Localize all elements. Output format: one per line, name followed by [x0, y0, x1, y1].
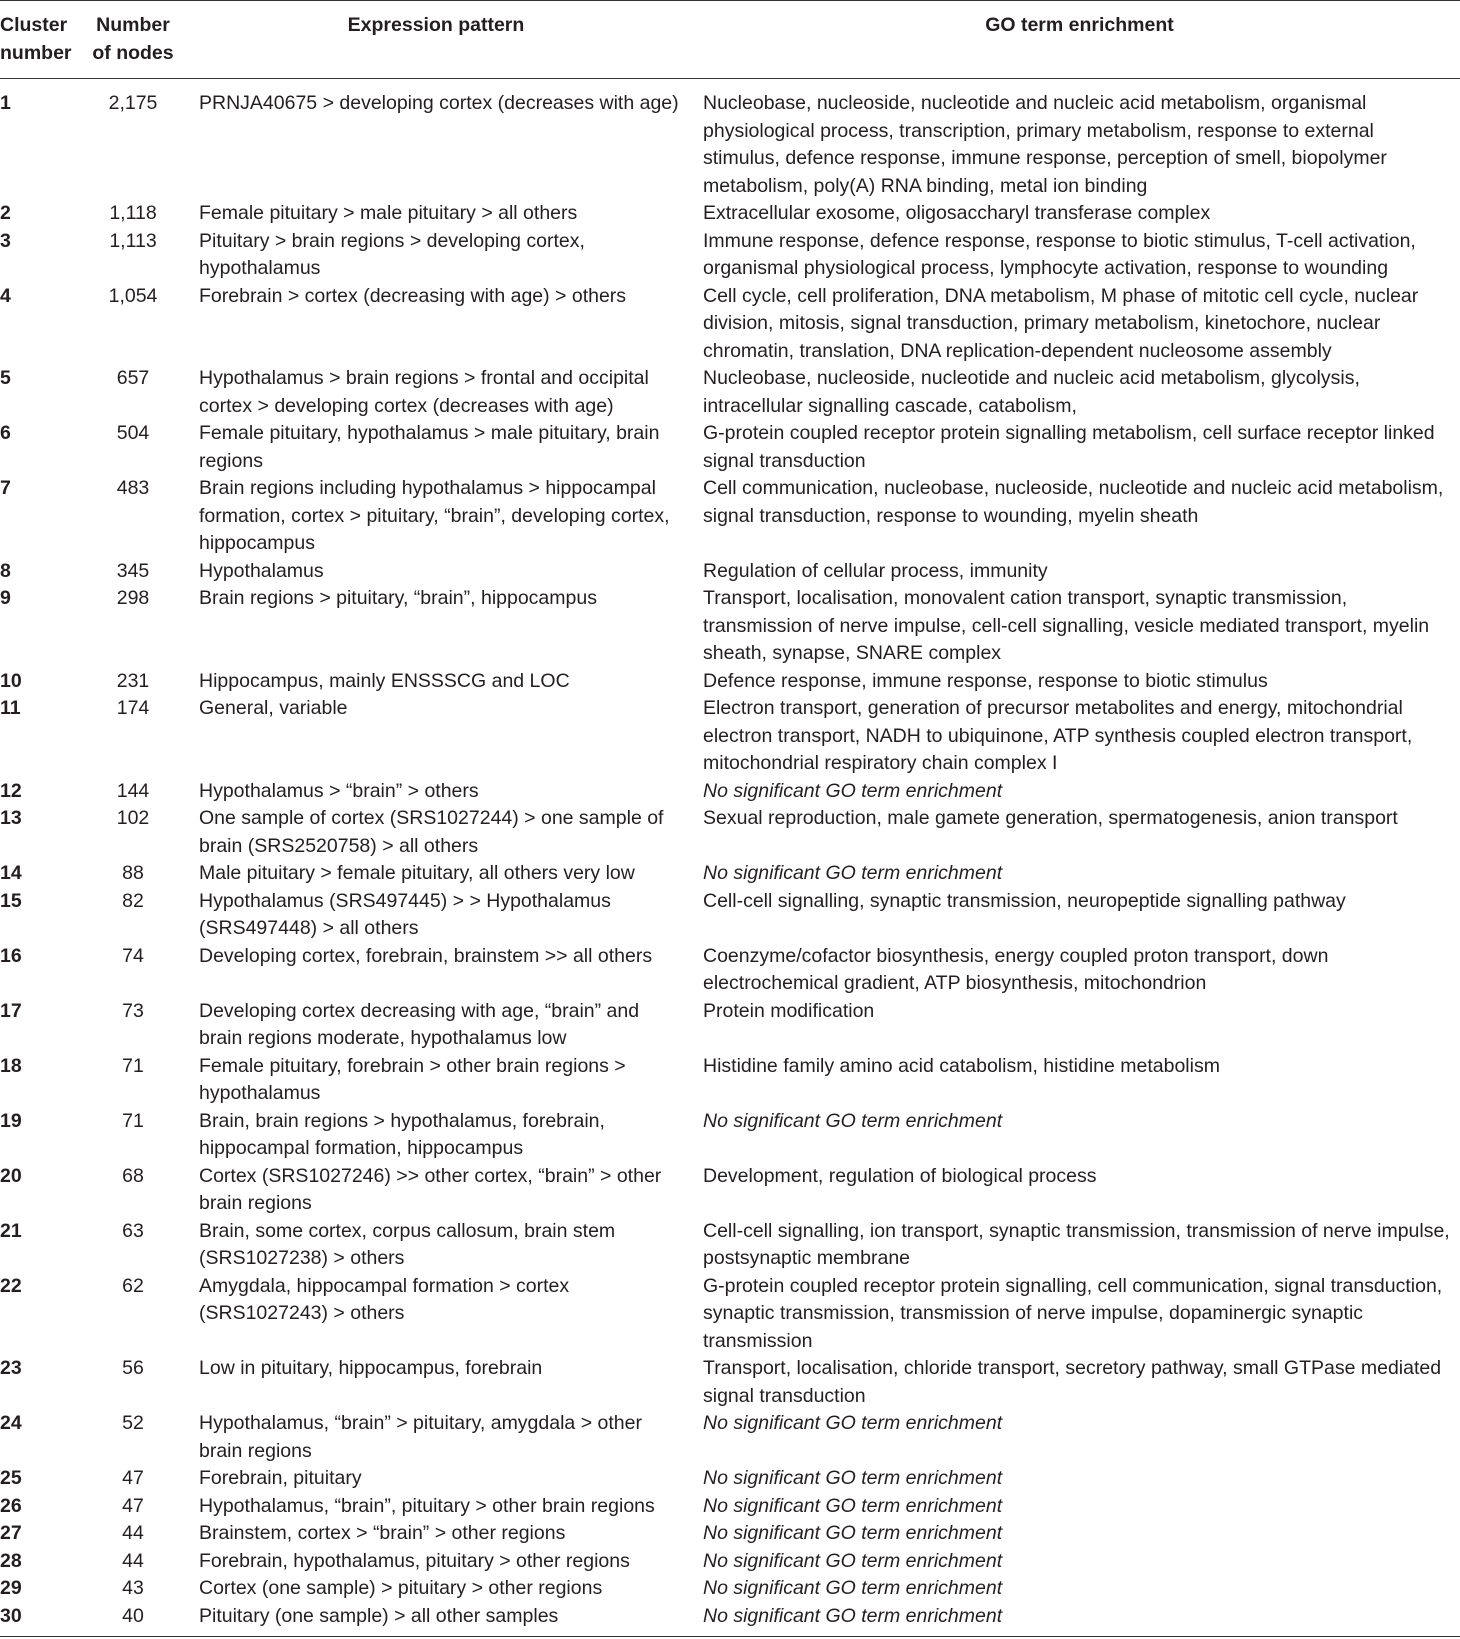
cluster-number-cell: 16 [0, 944, 22, 967]
number-of-nodes-cell: 504 [116, 422, 150, 444]
go-term-enrichment-cell: Cell communication, nucleobase, nucleoside, nucleotide and nucleic acid metabolism, signal transduction, response to wounding, myelin sheath [703, 477, 1444, 527]
expression-pattern-cell: Hypothalamus, “brain”, pituitary > other brain regions [199, 1494, 655, 1517]
table-row [0, 1575, 1460, 1603]
cluster-number-cell: 8 [0, 559, 11, 582]
expression-pattern-cell: General, variable [199, 697, 348, 719]
expression-pattern-cell: Brain regions > pituitary, “brain”, hippocampus [199, 587, 597, 609]
go-term-enrichment-cell: Regulation of cellular process, immunity [703, 559, 1048, 582]
cluster-number-cell: 23 [0, 1357, 22, 1379]
table-row [0, 1465, 1460, 1493]
number-of-nodes-cell: 82 [122, 889, 144, 912]
go-term-enrichment-cell: No significant GO term enrichment [703, 779, 1003, 802]
go-term-enrichment-cell: Cell-cell signalling, ion transport, synaptic transmission, transmission of nerve impulse, postsynaptic membrane [703, 1219, 1450, 1269]
cluster-number-cell: 27 [0, 1522, 22, 1544]
go-term-enrichment-cell: G-protein coupled receptor protein signalling, cell communication, signal transduction, synaptic transmission, transmission of nerve impulse, dopaminergic synaptic transmission [703, 1274, 1443, 1352]
expression-pattern-cell: Hypothalamus (SRS497445) > > Hypothalamus (SRS497448) > all others [199, 889, 611, 939]
number-of-nodes-cell: 47 [122, 1494, 144, 1517]
number-of-nodes-cell: 52 [122, 1412, 144, 1434]
go-term-enrichment-cell: Nucleobase, nucleoside, nucleotide and nucleic acid metabolism, glycolysis, intracellular signalling cascade, catabolism, [703, 367, 1360, 417]
expression-pattern-cell: Brain, brain regions > hypothalamus, forebrain, hippocampal formation, hippocampus [199, 1109, 605, 1159]
table-row [0, 1603, 1460, 1637]
cluster-number-cell: 11 [0, 697, 21, 719]
table-row [0, 1108, 1460, 1163]
number-of-nodes-cell: 56 [122, 1357, 144, 1379]
number-of-nodes-cell: 71 [122, 1109, 144, 1132]
table-row [0, 475, 1460, 558]
cluster-number-cell: 21 [0, 1219, 22, 1242]
expression-pattern-cell: Hypothalamus [199, 559, 324, 582]
expression-pattern-cell: Forebrain, pituitary [199, 1467, 362, 1489]
cluster-number-cell: 20 [0, 1164, 22, 1187]
cluster-number-cell: 7 [0, 477, 11, 499]
go-term-enrichment-cell: No significant GO term enrichment [703, 1604, 1003, 1627]
cluster-number-cell: 25 [0, 1467, 22, 1489]
expression-pattern-cell: Cortex (one sample) > pituitary > other regions [199, 1577, 603, 1599]
expression-pattern-cell: Pituitary > brain regions > developing cortex, hypothalamus [199, 229, 585, 279]
table-row [0, 805, 1460, 860]
cluster-number-cell: 5 [0, 367, 11, 389]
table-row [0, 228, 1460, 283]
number-of-nodes-cell: 2,175 [108, 92, 158, 114]
cluster-number-cell: 6 [0, 422, 11, 444]
expression-pattern-cell: Female pituitary, hypothalamus > male pituitary, brain regions [199, 422, 660, 472]
go-term-enrichment-cell: Transport, localisation, chloride transport, secretory pathway, small GTPase mediated signal transduction [703, 1357, 1442, 1407]
number-of-nodes-cell: 73 [122, 999, 144, 1022]
number-of-nodes-cell: 1,054 [108, 284, 158, 307]
table-row [0, 888, 1460, 943]
number-of-nodes-cell: 231 [116, 669, 150, 692]
expression-pattern-cell: Amygdala, hippocampal formation > cortex (SRS1027243) > others [199, 1274, 570, 1324]
table-row [0, 668, 1460, 696]
go-term-enrichment-cell: No significant GO term enrichment [703, 1549, 1003, 1572]
number-of-nodes-cell: 43 [122, 1577, 144, 1599]
table-row [0, 585, 1460, 668]
table-row [0, 1053, 1460, 1108]
go-term-enrichment-cell: Extracellular exosome, oligosaccharyl transferase complex [703, 202, 1211, 224]
expression-pattern-cell: Female pituitary, forebrain > other brain regions > hypothalamus [199, 1054, 626, 1104]
cluster-number-cell: 4 [0, 284, 11, 307]
expression-pattern-cell: Female pituitary > male pituitary > all others [199, 202, 578, 224]
go-term-enrichment-cell: No significant GO term enrichment [703, 1467, 1003, 1489]
table-row [0, 283, 1460, 366]
cluster-number-cell: 29 [0, 1577, 22, 1599]
table-row [0, 365, 1460, 420]
header-go-term-enrichment: GO term enrichment [985, 14, 1174, 36]
number-of-nodes-cell: 144 [116, 779, 150, 802]
expression-pattern-cell: One sample of cortex (SRS1027244) > one sample of brain (SRS2520758) > all others [199, 807, 664, 857]
go-term-enrichment-cell: Immune response, defence response, response to biotic stimulus, T-cell activation, organismal physiological process, lymphocyte activation, response to wounding [703, 229, 1416, 279]
cluster-number-cell: 26 [0, 1494, 22, 1517]
header-expression-pattern: Expression pattern [347, 14, 525, 36]
cluster-number-cell: 30 [0, 1604, 22, 1627]
expression-pattern-cell: Hypothalamus > brain regions > frontal and occipital cortex > developing cortex (decreases with age) [199, 367, 649, 417]
table-row [0, 1548, 1460, 1576]
table-row [0, 1493, 1460, 1521]
number-of-nodes-cell: 298 [116, 587, 150, 609]
number-of-nodes-cell: 71 [122, 1054, 144, 1077]
number-of-nodes-cell: 74 [122, 944, 144, 967]
table-row [0, 200, 1460, 228]
number-of-nodes-cell: 1,118 [109, 202, 157, 224]
table-row [0, 1163, 1460, 1218]
table-header [0, 1, 1460, 79]
expression-pattern-cell: Pituitary (one sample) > all other samples [199, 1604, 559, 1627]
expression-pattern-cell: Brain, some cortex, corpus callosum, brain stem (SRS1027238) > others [199, 1219, 616, 1269]
table-row [0, 1410, 1460, 1465]
number-of-nodes-cell: 88 [122, 862, 144, 884]
number-of-nodes-cell: 40 [122, 1604, 144, 1627]
expression-pattern-cell: Hypothalamus > “brain” > others [199, 779, 479, 802]
table-row [0, 420, 1460, 475]
number-of-nodes-cell: 345 [116, 559, 150, 582]
cluster-number-cell: 13 [0, 807, 22, 829]
number-of-nodes-cell: 44 [122, 1549, 144, 1572]
cluster-number-cell: 9 [0, 587, 11, 609]
cluster-number-cell: 1 [0, 92, 11, 114]
cluster-number-cell: 28 [0, 1549, 22, 1572]
expression-pattern-cell: Brain regions including hypothalamus > hippocampal formation, cortex > pituitary, “brain”, developing cortex, hippocampus [199, 477, 670, 554]
expression-pattern-cell: Hypothalamus, “brain” > pituitary, amygdala > other brain regions [199, 1412, 642, 1462]
table-row [0, 1218, 1460, 1273]
expression-pattern-cell: Forebrain, hypothalamus, pituitary > other regions [199, 1549, 630, 1572]
table-row [0, 1520, 1460, 1548]
cluster-number-cell: 17 [0, 999, 22, 1022]
go-term-enrichment-cell: No significant GO term enrichment [703, 1109, 1003, 1132]
go-term-enrichment-cell: Histidine family amino acid catabolism, histidine metabolism [703, 1054, 1220, 1077]
go-term-enrichment-cell: No significant GO term enrichment [703, 862, 1003, 884]
expression-pattern-cell: Developing cortex, forebrain, brainstem >> all others [199, 944, 653, 967]
expression-pattern-cell: Cortex (SRS1027246) >> other cortex, “brain” > other brain regions [199, 1164, 662, 1214]
table-row [0, 558, 1460, 586]
table-row [0, 695, 1460, 778]
header-cluster-number: Cluster number [0, 14, 72, 64]
expression-pattern-cell: Forebrain > cortex (decreasing with age) > others [199, 284, 627, 307]
go-term-enrichment-cell: Electron transport, generation of precursor metabolites and energy, mitochondrial electron transport, NADH to ubiquinone, ATP synthesis coupled electron transport, mitochondrial respiratory chain complex I [703, 697, 1413, 774]
cluster-number-cell: 22 [0, 1274, 22, 1297]
expression-pattern-cell: Brainstem, cortex > “brain” > other regions [199, 1522, 566, 1544]
expression-pattern-cell: Developing cortex decreasing with age, “brain” and brain regions moderate, hypothalamus low [199, 999, 640, 1049]
number-of-nodes-cell: 44 [122, 1522, 144, 1544]
cluster-number-cell: 2 [0, 202, 11, 224]
table-row [0, 1355, 1460, 1410]
go-term-enrichment-cell: Sexual reproduction, male gamete generation, spermatogenesis, anion transport [703, 807, 1398, 829]
go-term-enrichment-cell: Nucleobase, nucleoside, nucleotide and nucleic acid metabolism, organismal physiological process, transcription, primary metabolism, response to external stimulus, defence response, immune response, perception of smell, biopolymer metabolism, poly(A) RNA binding, metal ion binding [703, 92, 1387, 197]
go-term-enrichment-cell: Development, regulation of biological process [703, 1164, 1097, 1187]
go-term-enrichment-cell: Protein modification [703, 999, 875, 1022]
number-of-nodes-cell: 63 [122, 1219, 144, 1242]
go-term-enrichment-cell: G-protein coupled receptor protein signalling metabolism, cell surface receptor linked signal transduction [703, 422, 1435, 472]
cluster-number-cell: 15 [0, 889, 22, 912]
number-of-nodes-cell: 102 [116, 807, 150, 829]
expression-pattern-cell: Male pituitary > female pituitary, all others very low [199, 862, 635, 884]
go-term-enrichment-cell: No significant GO term enrichment [703, 1577, 1003, 1599]
expression-pattern-cell: Low in pituitary, hippocampus, forebrain [199, 1357, 543, 1379]
table-body [0, 79, 1460, 1637]
go-term-enrichment-cell: No significant GO term enrichment [703, 1522, 1003, 1544]
go-term-enrichment-cell: Transport, localisation, monovalent cation transport, synaptic transmission, transmission of nerve impulse, cell-cell signalling, vesicle mediated transport, myelin sheath, synapse, SNARE complex [703, 587, 1430, 664]
cluster-number-cell: 18 [0, 1054, 22, 1077]
table-row [0, 778, 1460, 806]
number-of-nodes-cell: 1,113 [109, 229, 157, 252]
expression-pattern-cell: PRNJA40675 > developing cortex (decreases with age) [199, 92, 679, 114]
table-row [0, 860, 1460, 888]
cluster-number-cell: 3 [0, 229, 11, 252]
cluster-number-cell: 14 [0, 862, 22, 884]
go-term-enrichment-cell: Coenzyme/cofactor biosynthesis, energy coupled proton transport, down electrochemical gradient, ATP biosynthesis, mitochondrion [703, 944, 1329, 994]
go-term-enrichment-cell: No significant GO term enrichment [703, 1494, 1003, 1517]
go-term-enrichment-cell: Defence response, immune response, response to biotic stimulus [703, 669, 1268, 692]
number-of-nodes-cell: 68 [122, 1164, 144, 1187]
table-row [0, 1273, 1460, 1356]
number-of-nodes-cell: 174 [116, 697, 150, 719]
cluster-number-cell: 12 [0, 779, 22, 802]
cluster-number-cell: 19 [0, 1109, 22, 1132]
number-of-nodes-cell: 483 [116, 477, 150, 499]
table-row [0, 998, 1460, 1053]
cluster-number-cell: 10 [0, 669, 22, 692]
table-row [0, 943, 1460, 998]
number-of-nodes-cell: 62 [122, 1274, 144, 1297]
go-term-enrichment-cell: Cell cycle, cell proliferation, DNA metabolism, M phase of mitotic cell cycle, nuclear division, mitosis, signal transduction, primary metabolism, kinetochore, nuclear chromatin, translation, DNA replication-dependent nucleosome assembly [703, 284, 1419, 362]
header-number-of-nodes: Number of nodes [92, 14, 174, 64]
header-row [0, 1, 1460, 79]
number-of-nodes-cell: 47 [122, 1467, 144, 1489]
table-row [0, 79, 1460, 201]
go-term-enrichment-cell: No significant GO term enrichment [703, 1412, 1003, 1434]
cluster-number-cell: 24 [0, 1412, 22, 1434]
number-of-nodes-cell: 657 [116, 367, 150, 389]
expression-pattern-cell: Hippocampus, mainly ENSSSCG and LOC [199, 669, 570, 692]
go-term-enrichment-cell: Cell-cell signalling, synaptic transmission, neuropeptide signalling pathway [703, 889, 1346, 912]
